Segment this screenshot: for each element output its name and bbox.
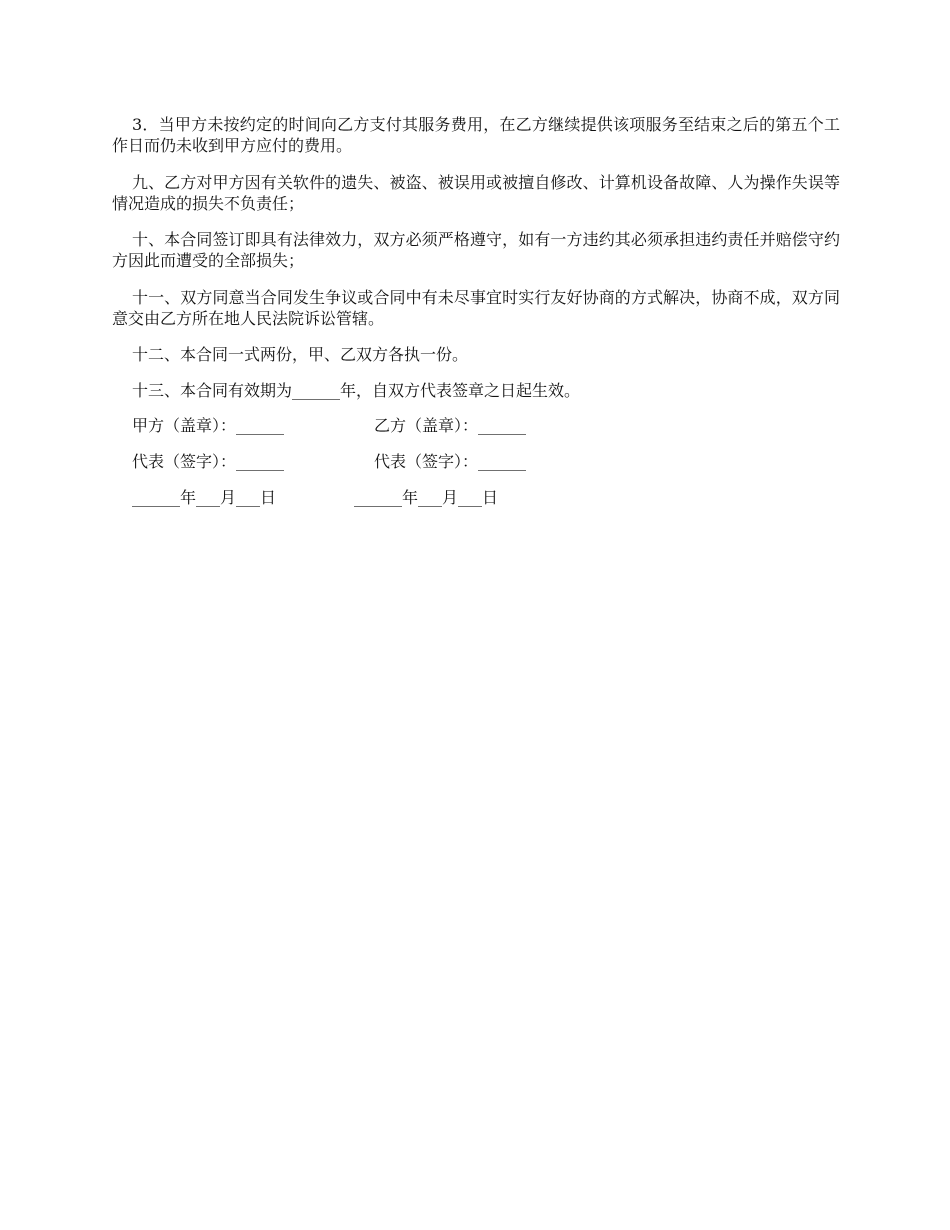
party-a-date-line: ______年___月___日	[132, 488, 277, 507]
clause-12-paragraph: 十二、本合同一式两份，甲、乙双方各执一份。	[132, 345, 469, 364]
party-b-seal-line: 乙方（盖章）：______	[374, 416, 527, 435]
party-a-rep-line: 代表（签字）：______	[132, 452, 285, 471]
party-b-rep-line: 代表（签字）：______	[374, 452, 527, 471]
clause-10-paragraph: 十、本合同签订即具有法律效力，双方必须严格遵守，如有一方违约其必须承担违约责任并赔偿守约方因此而遭受的全部损失；	[112, 230, 840, 270]
clause-9-paragraph: 九、乙方对甲方因有关软件的遗失、被盗、被误用或被擅自修改、计算机设备故障、人为操作失误等情况造成的损失不负责任；	[112, 173, 840, 213]
party-b-date-line: ______年___月___日	[354, 488, 499, 507]
clause-3-paragraph: 3．当甲方未按约定的时间向乙方支付其服务费用，在乙方继续提供该项服务至结束之后的第五个工作日而仍未收到甲方应付的费用。	[112, 115, 840, 155]
party-a-seal-line: 甲方（盖章）：______	[132, 416, 285, 435]
clause-13-paragraph: 十三、本合同有效期为______年，自双方代表签章之日起生效。	[132, 381, 581, 400]
clause-11-paragraph: 十一、双方同意当合同发生争议或合同中有未尽事宜时实行友好协商的方式解决，协商不成，双方同意交由乙方所在地人民法院诉讼管辖。	[112, 288, 840, 328]
